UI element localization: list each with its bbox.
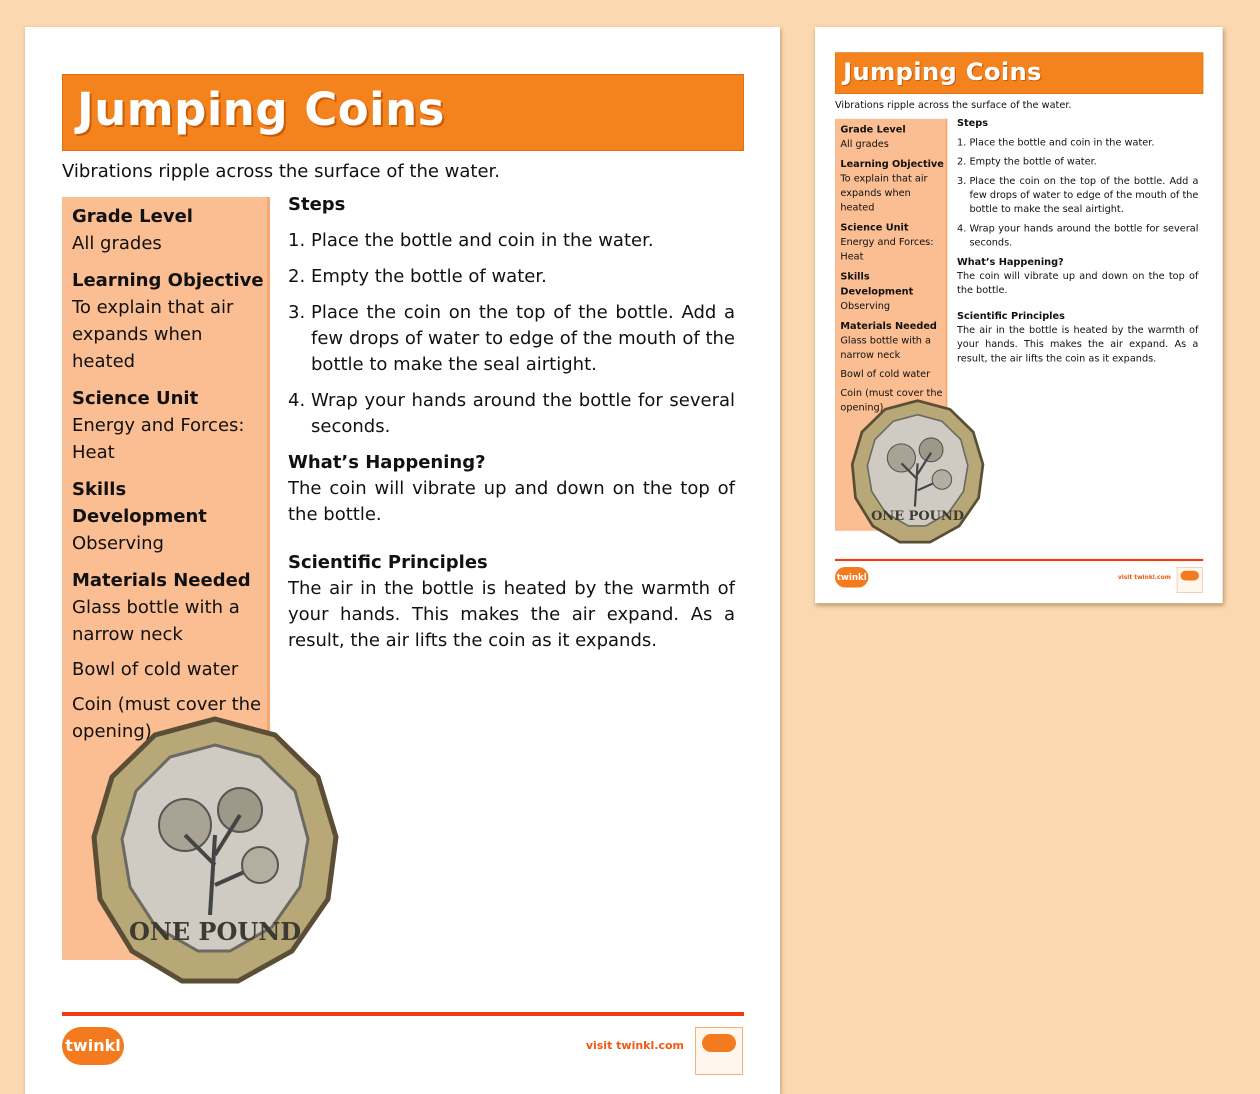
section-heading: Grade Level (72, 206, 193, 227)
quality-badge-icon (695, 1027, 743, 1075)
materials-heading: Materials Needed (840, 320, 937, 332)
skills-section (840, 269, 945, 313)
main-content (957, 116, 1198, 377)
step-number: 3. (957, 175, 967, 187)
section-value: Observing (72, 533, 164, 554)
section-value: Energy and Forces: Heat (840, 236, 934, 263)
section-value: To explain that air expands when heated (840, 172, 928, 214)
step-item (288, 228, 735, 254)
science-unit-section (840, 220, 945, 264)
step-item (957, 136, 1198, 150)
material-item: Coin (must cover the opening) (840, 387, 943, 414)
step-number: 3. (288, 302, 306, 323)
page-title: Jumping Coins (77, 83, 445, 136)
footer-divider (835, 559, 1203, 561)
steps-heading: Steps (957, 117, 989, 129)
section-value: Energy and Forces: Heat (72, 415, 245, 463)
material-item: Glass bottle with a narrow neck (840, 334, 931, 361)
materials-heading: Materials Needed (72, 570, 251, 591)
principles-text: The air in the bottle is heated by the warmth of your hands. This makes the air expand. As a result, the air lifts the coin as it expands. (957, 324, 1199, 364)
section-heading: Learning Objective (840, 158, 944, 170)
main-content (288, 192, 735, 676)
learning-objective-section (72, 267, 267, 375)
footer-link[interactable]: visit twinkl.com (585, 1039, 684, 1052)
section-heading: Science Unit (840, 221, 909, 234)
step-text: Empty the bottle of water. (969, 156, 1097, 168)
step-number: 1. (288, 230, 306, 251)
subtitle: Vibrations ripple across the surface of the water. (834, 99, 1072, 111)
material-item: Bowl of cold water (840, 368, 931, 380)
section-heading: Skills Development (840, 271, 914, 297)
step-text: Empty the bottle of water. (311, 266, 547, 287)
learning-objective-section (840, 157, 945, 215)
section-value: All grades (72, 233, 162, 254)
material-item: Bowl of cold water (72, 659, 239, 680)
step-number: 2. (288, 266, 306, 287)
step-item (957, 174, 1198, 216)
steps-list (288, 228, 735, 440)
step-item (957, 222, 1198, 250)
title-bar (62, 74, 744, 151)
grade-level-section (72, 203, 267, 257)
steps-list (957, 136, 1198, 250)
happening-text: The coin will vibrate up and down on the top of the bottle. (288, 478, 735, 525)
steps-heading: Steps (288, 194, 346, 215)
step-item (288, 300, 735, 378)
step-number: 1. (957, 136, 967, 148)
step-text: Place the bottle and coin in the water. (969, 136, 1155, 148)
twinkl-logo[interactable]: twinkl (835, 567, 868, 588)
worksheet-preview-thumbnail[interactable] (815, 27, 1223, 603)
step-number: 4. (957, 223, 967, 235)
page-title: Jumping Coins (843, 57, 1042, 86)
section-heading: Grade Level (840, 123, 906, 135)
section-value: All grades (840, 138, 889, 150)
principles-heading: Scientific Principles (288, 552, 488, 573)
section-value: To explain that air expands when heated (72, 297, 234, 372)
coin-text: ONE POUND (128, 917, 302, 946)
worksheet-preview-large (25, 27, 780, 1094)
pound-coin-image (850, 399, 985, 546)
step-text: Wrap your hands around the bottle for several seconds. (311, 390, 735, 437)
happening-heading: What’s Happening? (288, 452, 486, 473)
section-value: Observing (840, 300, 891, 312)
material-item: Glass bottle with a narrow neck (72, 597, 240, 645)
step-item (288, 264, 735, 290)
skills-section (72, 476, 267, 557)
principles-text: The air in the bottle is heated by the warmth of your hands. This makes the air expand. As a result, the air lifts the coin as it expands. (288, 578, 735, 651)
pound-coin-image (90, 715, 340, 987)
step-text: Wrap your hands around the bottle for several seconds. (969, 223, 1199, 249)
section-heading: Science Unit (72, 388, 199, 409)
step-item (957, 155, 1198, 169)
title-bar (835, 52, 1203, 94)
happening-text: The coin will vibrate up and down on the top of the bottle. (957, 270, 1199, 296)
coin-text: ONE POUND (871, 509, 965, 525)
step-number: 4. (288, 390, 306, 411)
step-text: Place the bottle and coin in the water. (311, 230, 654, 251)
happening-heading: What’s Happening? (957, 256, 1064, 268)
section-heading: Learning Objective (72, 270, 264, 291)
footer-divider (62, 1012, 744, 1016)
science-unit-section (72, 385, 267, 466)
quality-badge-icon (1177, 567, 1203, 593)
principles-heading: Scientific Principles (957, 310, 1065, 322)
twinkl-logo[interactable]: twinkl (62, 1027, 124, 1065)
footer-link[interactable]: visit twinkl.com (1117, 573, 1171, 581)
step-text: Place the coin on the top of the bottle. Add a few drops of water to edge of the mouth of the bottle to make the seal airtight. (969, 175, 1199, 215)
step-text: Place the coin on the top of the bottle. Add a few drops of water to edge of the mouth of the bottle to make the seal airtight. (311, 302, 735, 375)
grade-level-section (840, 122, 945, 151)
section-heading: Skills Development (72, 479, 207, 527)
step-item (288, 388, 735, 440)
subtitle: Vibrations ripple across the surface of the water. (62, 161, 501, 182)
material-item: Coin (must cover the opening) (72, 694, 262, 742)
step-number: 2. (957, 156, 967, 168)
